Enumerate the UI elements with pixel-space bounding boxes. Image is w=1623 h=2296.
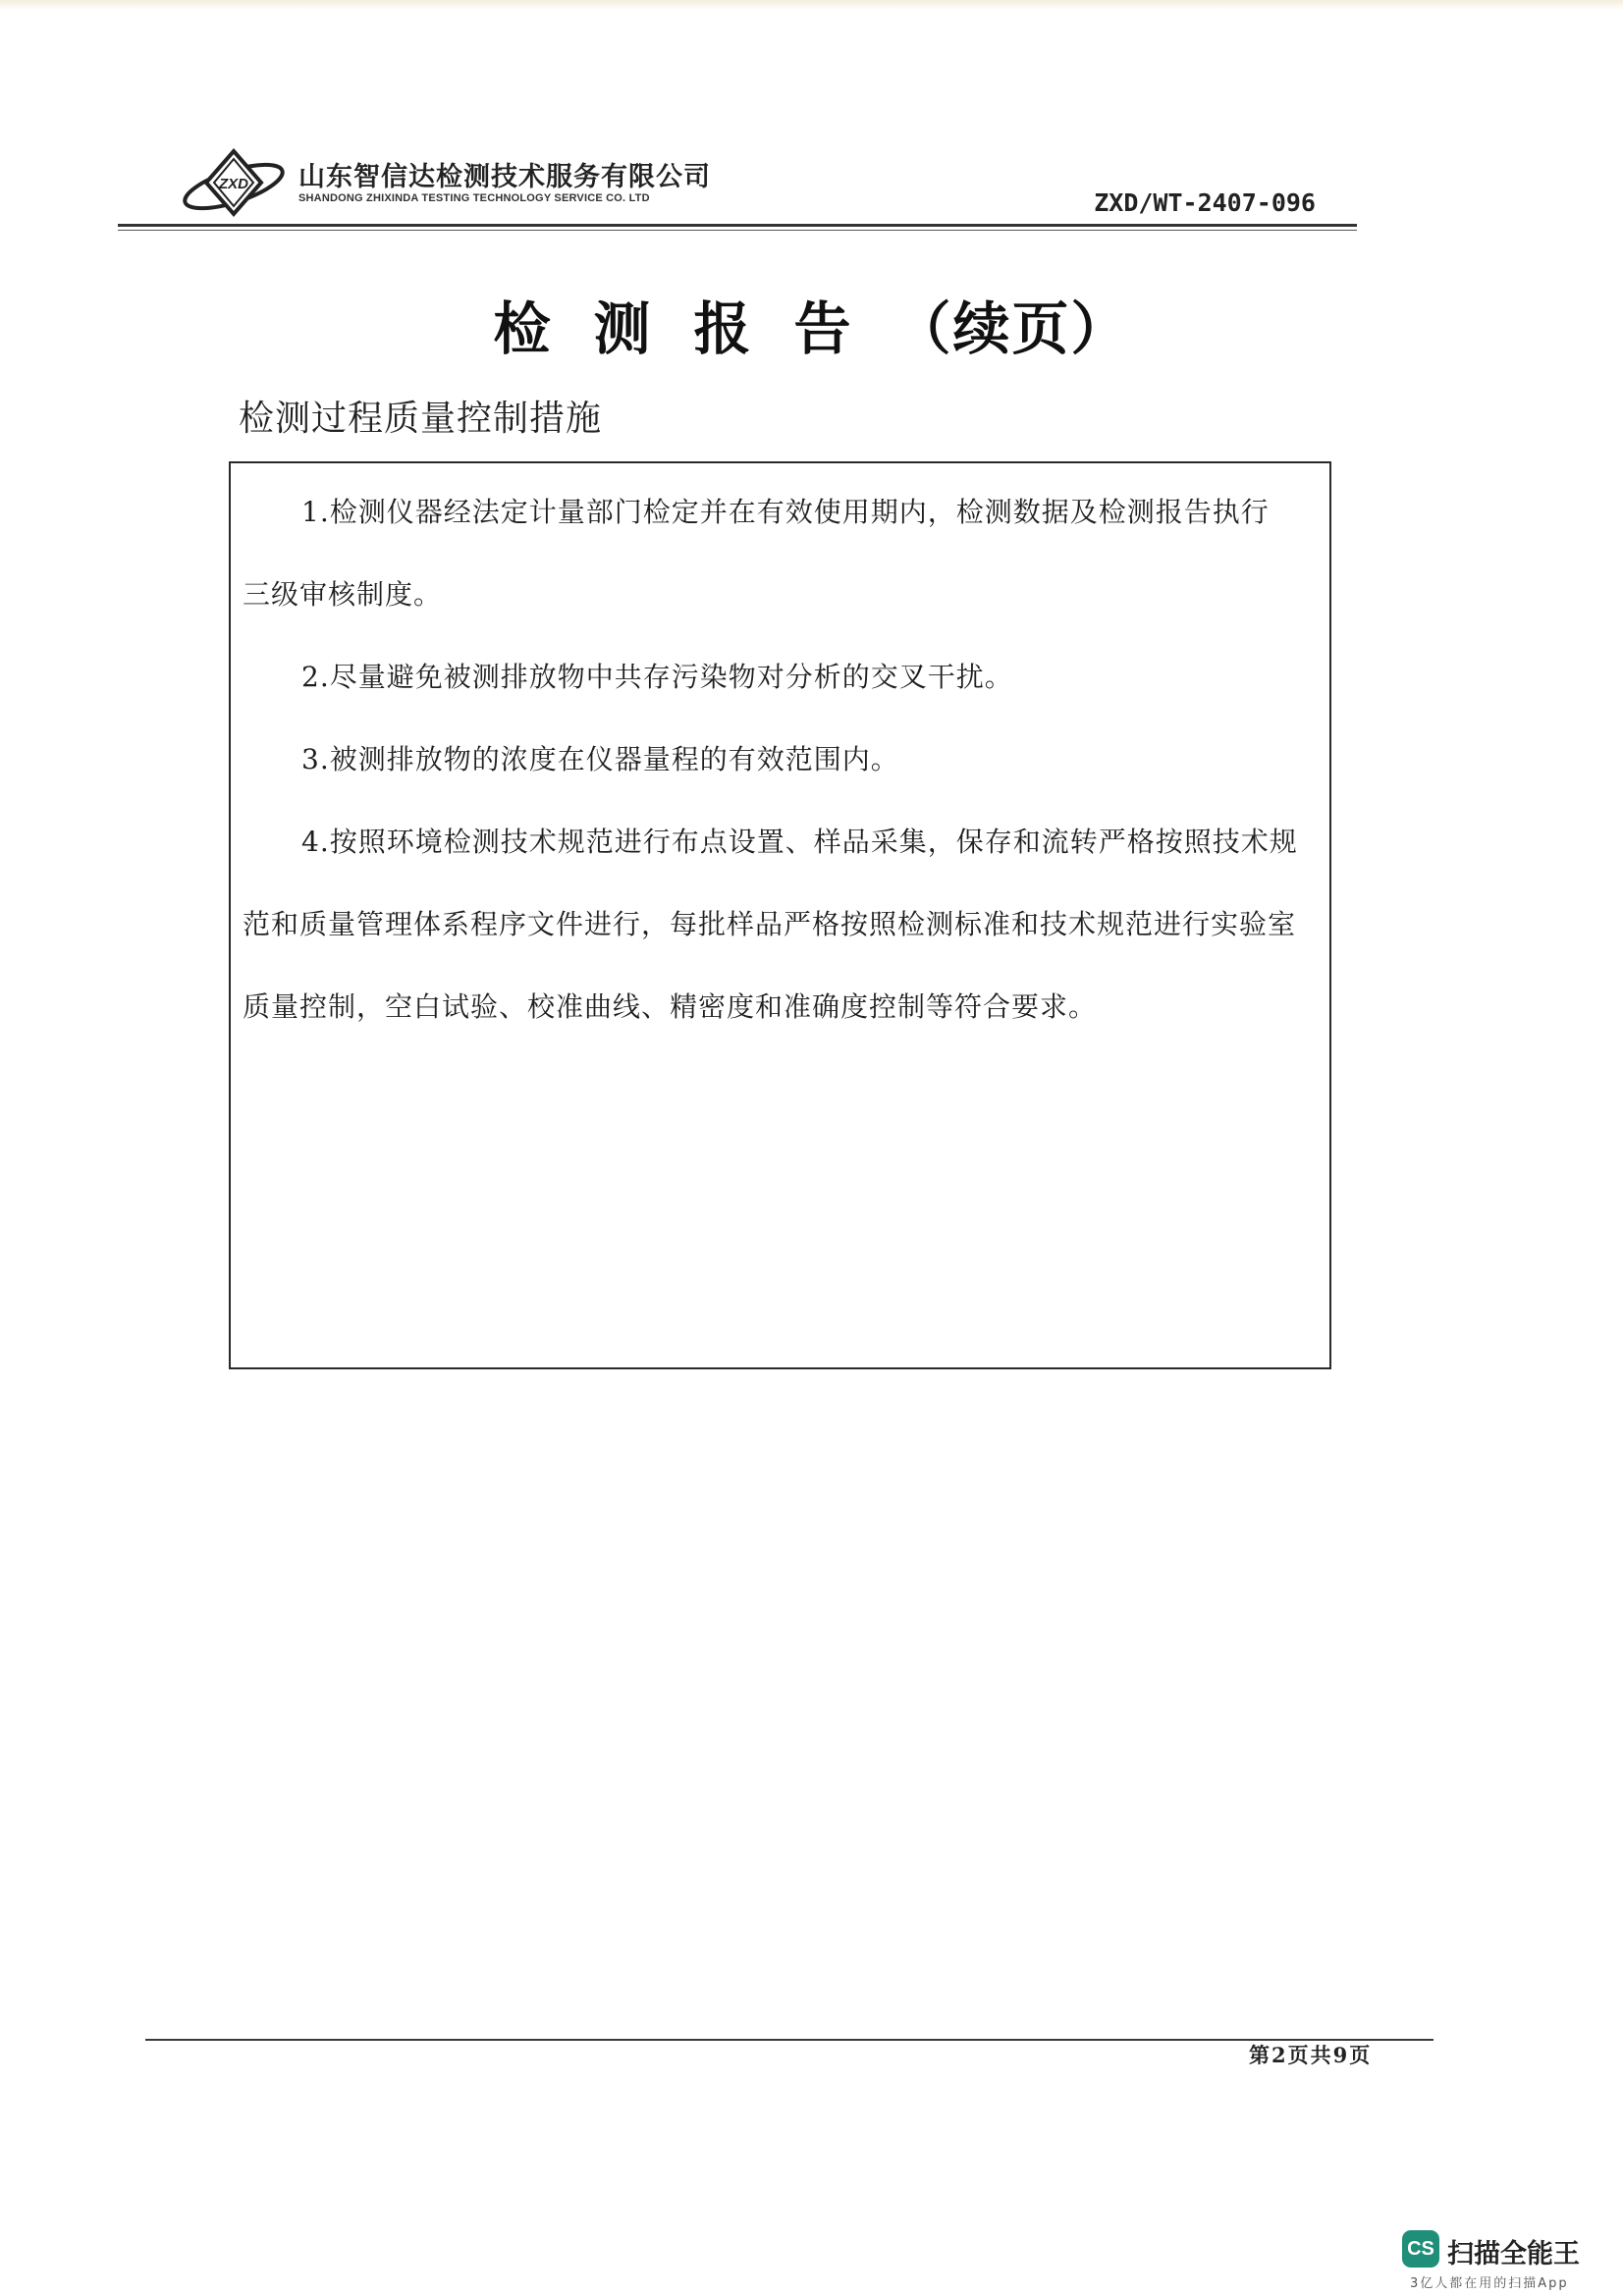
measure-2: 2.尽量避免被测排放物中共存污染物对分析的交叉干扰。	[301, 661, 1013, 693]
title-main: 检测报告	[493, 295, 894, 362]
section-heading: 检测过程质量控制措施	[239, 399, 603, 439]
measure-1-line-1: 1.检测仪器经法定计量部门检定并在有效使用期内，检测数据及检测报告执行	[301, 496, 1270, 528]
scanner-app-icon: CS	[1402, 2230, 1439, 2268]
measure-4-line-2: 范和质量管理体系程序文件进行，每批样品严格按照检测标准和技术规范进行实验室	[243, 908, 1297, 940]
logo-text: ZXD	[219, 176, 248, 192]
report-header	[118, 137, 1355, 236]
page-title	[0, 283, 1623, 365]
page-number: 第2页共9页	[1249, 2043, 1373, 2067]
company-name-cn: 山东智信达检测技术服务有限公司	[298, 162, 711, 192]
scan-edge-tint	[0, 0, 1623, 10]
document-code: ZXD/WT-2407-096	[1094, 188, 1316, 217]
company-logo	[179, 143, 289, 222]
footer-divider	[145, 2039, 1434, 2041]
company-name-en: SHANDONG ZHIXINDA TESTING TECHNOLOGY SERVICE CO. LTD	[298, 192, 650, 204]
header-divider-thin	[118, 230, 1357, 231]
scanner-watermark	[1402, 2230, 1608, 2289]
scanner-tagline: 3亿人都在用的扫描App	[1410, 2276, 1569, 2291]
scanner-app-name: 扫描全能王	[1447, 2239, 1580, 2269]
measure-4-line-1: 4.按照环境检测技术规范进行布点设置、样品采集，保存和流转严格按照技术规	[301, 826, 1298, 858]
measure-1-line-2: 三级审核制度。	[243, 578, 443, 611]
measure-4-line-3: 质量控制，空白试验、校准曲线、精密度和准确度控制等符合要求。	[243, 990, 1098, 1023]
measure-3: 3.被测排放物的浓度在仪器量程的有效范围内。	[301, 743, 899, 775]
header-divider	[118, 224, 1357, 227]
title-suffix: （续页）	[893, 295, 1130, 362]
measures-box	[229, 461, 1331, 1369]
